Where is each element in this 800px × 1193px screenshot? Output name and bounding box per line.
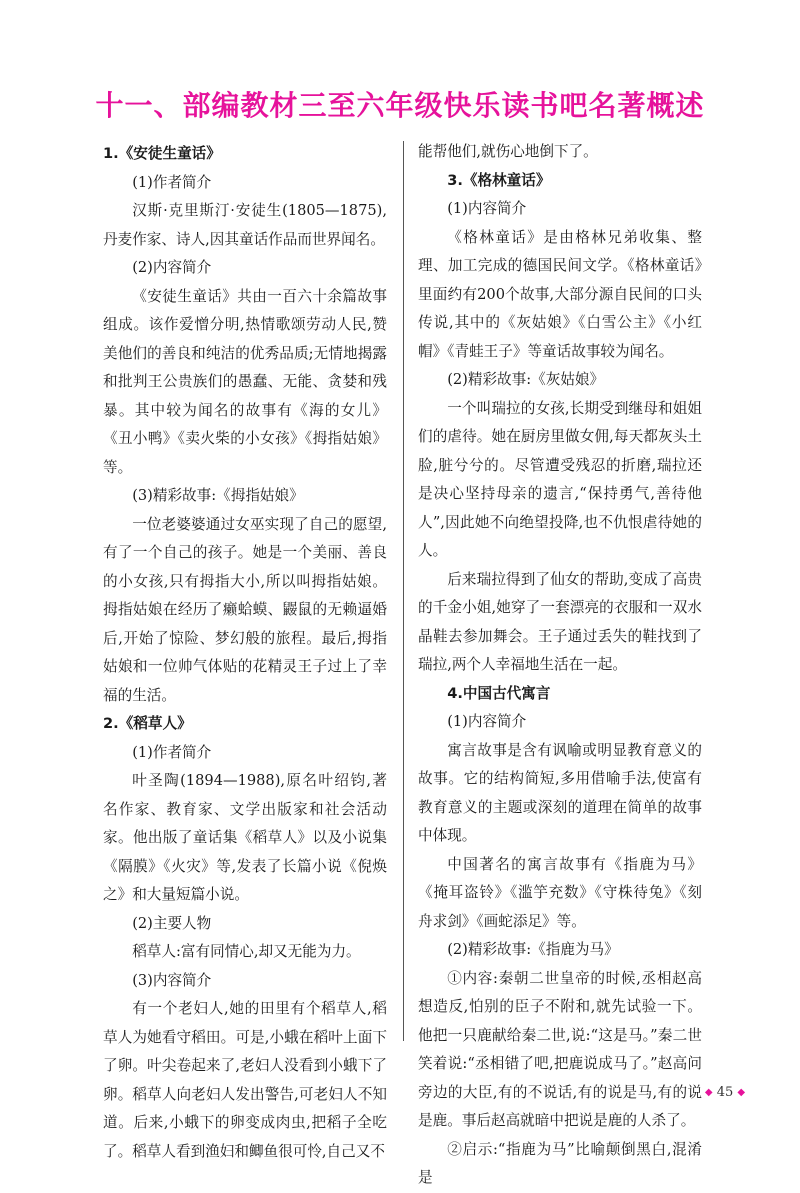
subheading: (3)内容简介 — [132, 971, 212, 989]
subheading: (2)精彩故事:《灰姑娘》 — [447, 371, 605, 388]
column-divider — [403, 141, 404, 1041]
subheading: (1)内容简介 — [447, 713, 527, 730]
subheading: (1)作者简介 — [132, 743, 212, 761]
section-heading: 1.《安徒生童话》 — [103, 145, 221, 162]
section-heading: 3.《格林童话》 — [447, 171, 551, 189]
paragraph: 后来瑞拉得到了仙女的帮助,变成了高贵的千金小姐,她穿了一套漂亮的衣服和一双水晶鞋去参加舞会。王子通过丢失的鞋找到了瑞拉,两个人幸福地生活在一起。 — [418, 570, 702, 673]
paragraph-continued: 能帮他们,就伤心地倒下了。 — [418, 143, 598, 160]
section-heading: 2.《稻草人》 — [103, 715, 192, 732]
right-column — [418, 138, 702, 1193]
paragraph: 有一个老妇人,她的田里有个稻草人,稻草人为她看守稻田。可是,小蛾在稻叶上面下了卵。叶尖卷起来了,老妇人没看到小蛾下了卵。稻草人向老妇人发出警告,可老妇人不知道。后来,小蛾下的卵变成肉虫,把稻子全吃了。稻草人看到渔妇和鲫鱼很可怜,自己又不 — [103, 1000, 387, 1160]
paragraph: ①内容:秦朝二世皇帝的时候,丞相赵高想造反,怕别的臣子不附和,就先试验一下。他把一只鹿献给秦二世,说:“这是马。”秦二世笑着说:“丞相错了吧,把鹿说成马了。”赵高问旁边的大臣,有的不说话,有的说是马,有的说是鹿。事后赵高就暗中把说是鹿的人杀了。 — [418, 969, 702, 1129]
paragraph: ②启示:“指鹿为马”比喻颠倒黑白,混淆是 — [418, 1140, 702, 1186]
subheading: (3)精彩故事:《拇指姑娘》 — [132, 487, 304, 504]
page-title: 十一、部编教材三至六年级快乐读书吧名著概述 — [95, 89, 705, 122]
subheading: (2)精彩故事:《指鹿为马》 — [447, 941, 619, 958]
paragraph: 汉斯·克里斯汀·安徒生(1805—1875),丹麦作家、诗人,因其童话作品而世界闻名。 — [103, 202, 387, 248]
subheading: (1)作者简介 — [132, 173, 212, 191]
paragraph: 寓言故事是含有讽喻或明显教育意义的故事。它的结构简短,多用借喻手法,使富有教育意义的主题或深刻的道理在简单的故事中体现。 — [418, 741, 702, 844]
subheading: (1)内容简介 — [447, 200, 527, 217]
page-number — [680, 1085, 770, 1100]
paragraph: 一位老婆婆通过女巫实现了自己的愿望,有了一个自己的孩子。她是一个美丽、善良的小女孩,只有拇指大小,所以叫拇指姑娘。拇指姑娘在经历了癞蛤蟆、鼹鼠的无赖逼婚后,开始了惊险、梦幻般的旅程。最后,拇指姑娘和一位帅气体贴的花精灵王子过上了幸福的生活。 — [103, 515, 387, 704]
paragraph: 《安徒生童话》共由一百六十余篇故事组成。该作爱憎分明,热情歌颂劳动人民,赞美他们的善良和纯洁的优秀品质;无情地揭露和批判王公贵族们的愚蠢、无能、贪婪和残暴。其中较为闻名的故事有《海的女儿》《丑小鸭》《卖火柴的小女孩》《拇指姑娘》等。 — [103, 287, 387, 476]
page-number-text: 45 — [716, 1085, 734, 1100]
subheading: (2)内容简介 — [132, 259, 212, 276]
subheading: (2)主要人物 — [132, 914, 212, 932]
paragraph: 中国著名的寓言故事有《指鹿为马》《掩耳盗铃》《滥竽充数》《守株待兔》《刻舟求剑》《画蛇添足》等。 — [418, 855, 702, 930]
paragraph: 《格林童话》是由格林兄弟收集、整理、加工完成的德国民间文学。《格林童话》里面约有200个故事,大部分源自民间的口头传说,其中的《灰姑娘》《白雪公主》《小红帽》《青蛙王子》等童话故事较为闻名。 — [418, 228, 702, 360]
paragraph: 一个叫瑞拉的女孩,长期受到继母和姐姐们的虐待。她在厨房里做女佣,每天都灰头土脸,脏兮兮的。尽管遭受残忍的折磨,瑞拉还是决心坚持母亲的遗言,“保持勇气,善待他人”,因此她不向绝望投降,也不仇恨虐待她的人。 — [418, 399, 702, 559]
section-heading: 4.中国古代寓言 — [447, 684, 551, 702]
paragraph: 叶圣陶(1894—1988),原名叶绍钧,著名作家、教育家、文学出版家和社会活动家。他出版了童话集《稻草人》以及小说集《隔膜》《火灾》等,发表了长篇小说《倪焕之》和大量短篇小说。 — [103, 772, 387, 903]
diamond-icon: ◆ — [737, 1087, 746, 1098]
diamond-icon: ◆ — [704, 1087, 713, 1098]
paragraph: 稻草人:富有同情心,却又无能为力。 — [132, 943, 361, 960]
left-column — [103, 140, 387, 1166]
